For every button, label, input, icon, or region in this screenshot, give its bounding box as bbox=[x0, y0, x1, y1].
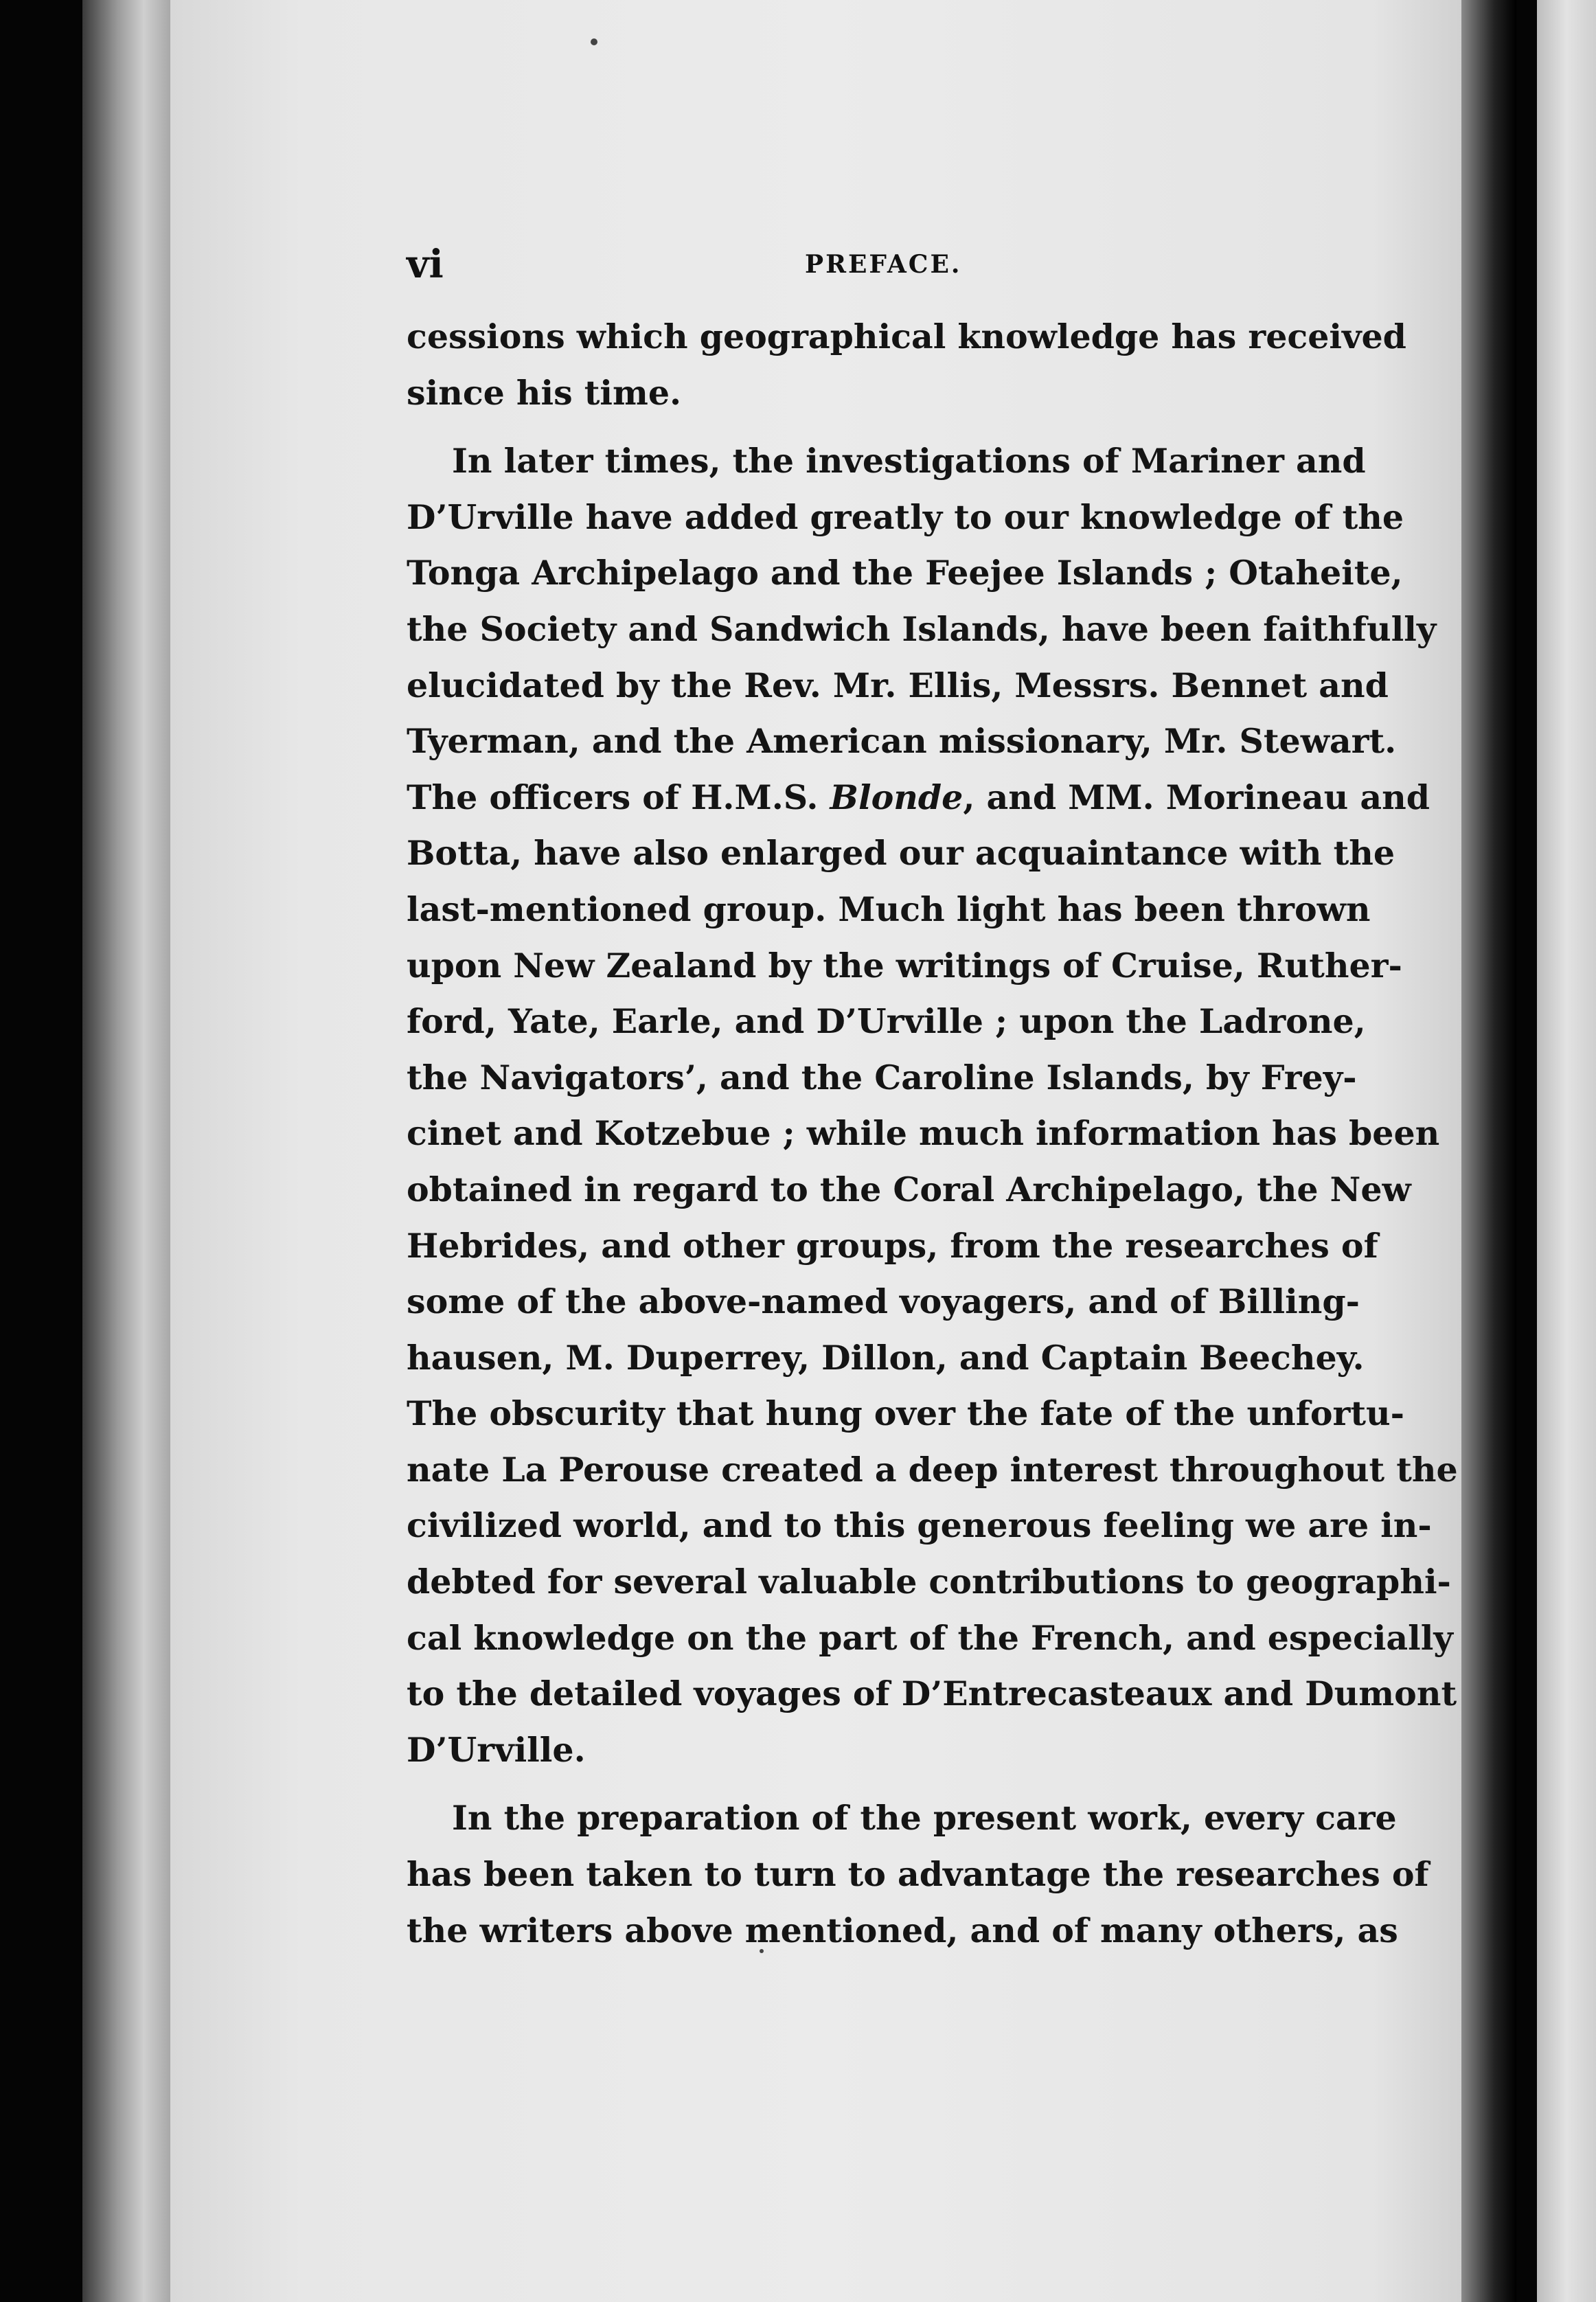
text-line: hausen, M. Duperrey, Dillon, and Captain Beechey. bbox=[407, 1337, 1365, 1378]
text-line: nate La Perouse created a deep interest throughout the bbox=[407, 1449, 1458, 1490]
binding-edge bbox=[82, 0, 170, 2302]
text-line: the Society and Sandwich Islands, have been faithfully bbox=[407, 608, 1437, 649]
text-line: upon New Zealand by the writings of Cruise, Ruther- bbox=[407, 945, 1402, 985]
text-line: since his time. bbox=[407, 372, 682, 413]
body-text bbox=[407, 309, 1458, 1959]
text-line: Hebrides, and other groups, from the researches of bbox=[407, 1225, 1378, 1266]
page-header bbox=[407, 242, 1347, 287]
text-line: D’Urville have added greatly to our knowledge of the bbox=[407, 497, 1404, 537]
text-line: some of the above-named voyagers, and of Billing- bbox=[407, 1281, 1360, 1322]
text-line: In later times, the investigations of Mariner and bbox=[452, 441, 1366, 481]
text-line: debted for several valuable contributions to geographi- bbox=[407, 1562, 1451, 1602]
text-line: cinet and Kotzebue ; while much information has been bbox=[407, 1113, 1440, 1154]
text-line: to the detailed voyages of D’Entrecasteaux and Dumont bbox=[407, 1674, 1457, 1714]
text-line: the writers above mentioned, and of many others, as bbox=[407, 1910, 1398, 1950]
text-line: Botta, have also enlarged our acquaintance with the bbox=[407, 833, 1395, 874]
text-line: the Navigators’, and the Caroline Islands, by Frey- bbox=[407, 1057, 1357, 1097]
text-line: cal knowledge on the part of the French, and especially bbox=[407, 1617, 1453, 1658]
gutter-shadow bbox=[1461, 0, 1516, 2302]
facing-page-edge bbox=[1537, 0, 1596, 2302]
text-line: Tyerman, and the American missionary, Mr. Stewart. bbox=[407, 721, 1397, 762]
paragraph bbox=[407, 433, 1458, 1778]
paragraph bbox=[407, 309, 1406, 421]
text-line: obtained in regard to the Coral Archipelago, the New bbox=[407, 1169, 1411, 1209]
text-line: In the preparation of the present work, every care bbox=[452, 1798, 1397, 1838]
text-line: ford, Yate, Earle, and D’Urville ; upon the Ladrone, bbox=[407, 1001, 1366, 1042]
text-line: Tonga Archipelago and the Feejee Islands ; Otaheite, bbox=[407, 553, 1403, 593]
text-line: The officers of H.M.S. Blonde, and MM. Morineau and bbox=[407, 777, 1430, 817]
paragraph bbox=[407, 1790, 1429, 1959]
running-head: PREFACE. bbox=[805, 250, 962, 279]
text-line: last-mentioned group. Much light has been thrown bbox=[407, 889, 1371, 929]
text-line: elucidated by the Rev. Mr. Ellis, Messrs. Bennet and bbox=[407, 665, 1389, 705]
text-line: The obscurity that hung over the fate of the unfortu- bbox=[407, 1393, 1404, 1434]
text-line: civilized world, and to this generous feeling we are in- bbox=[407, 1505, 1432, 1546]
print-speck bbox=[591, 38, 597, 45]
text-line: cessions which geographical knowledge has received bbox=[407, 317, 1406, 356]
text-line: has been taken to turn to advantage the researches of bbox=[407, 1854, 1429, 1895]
text-line: D’Urville. bbox=[407, 1729, 586, 1770]
page-number: vi bbox=[407, 242, 444, 287]
